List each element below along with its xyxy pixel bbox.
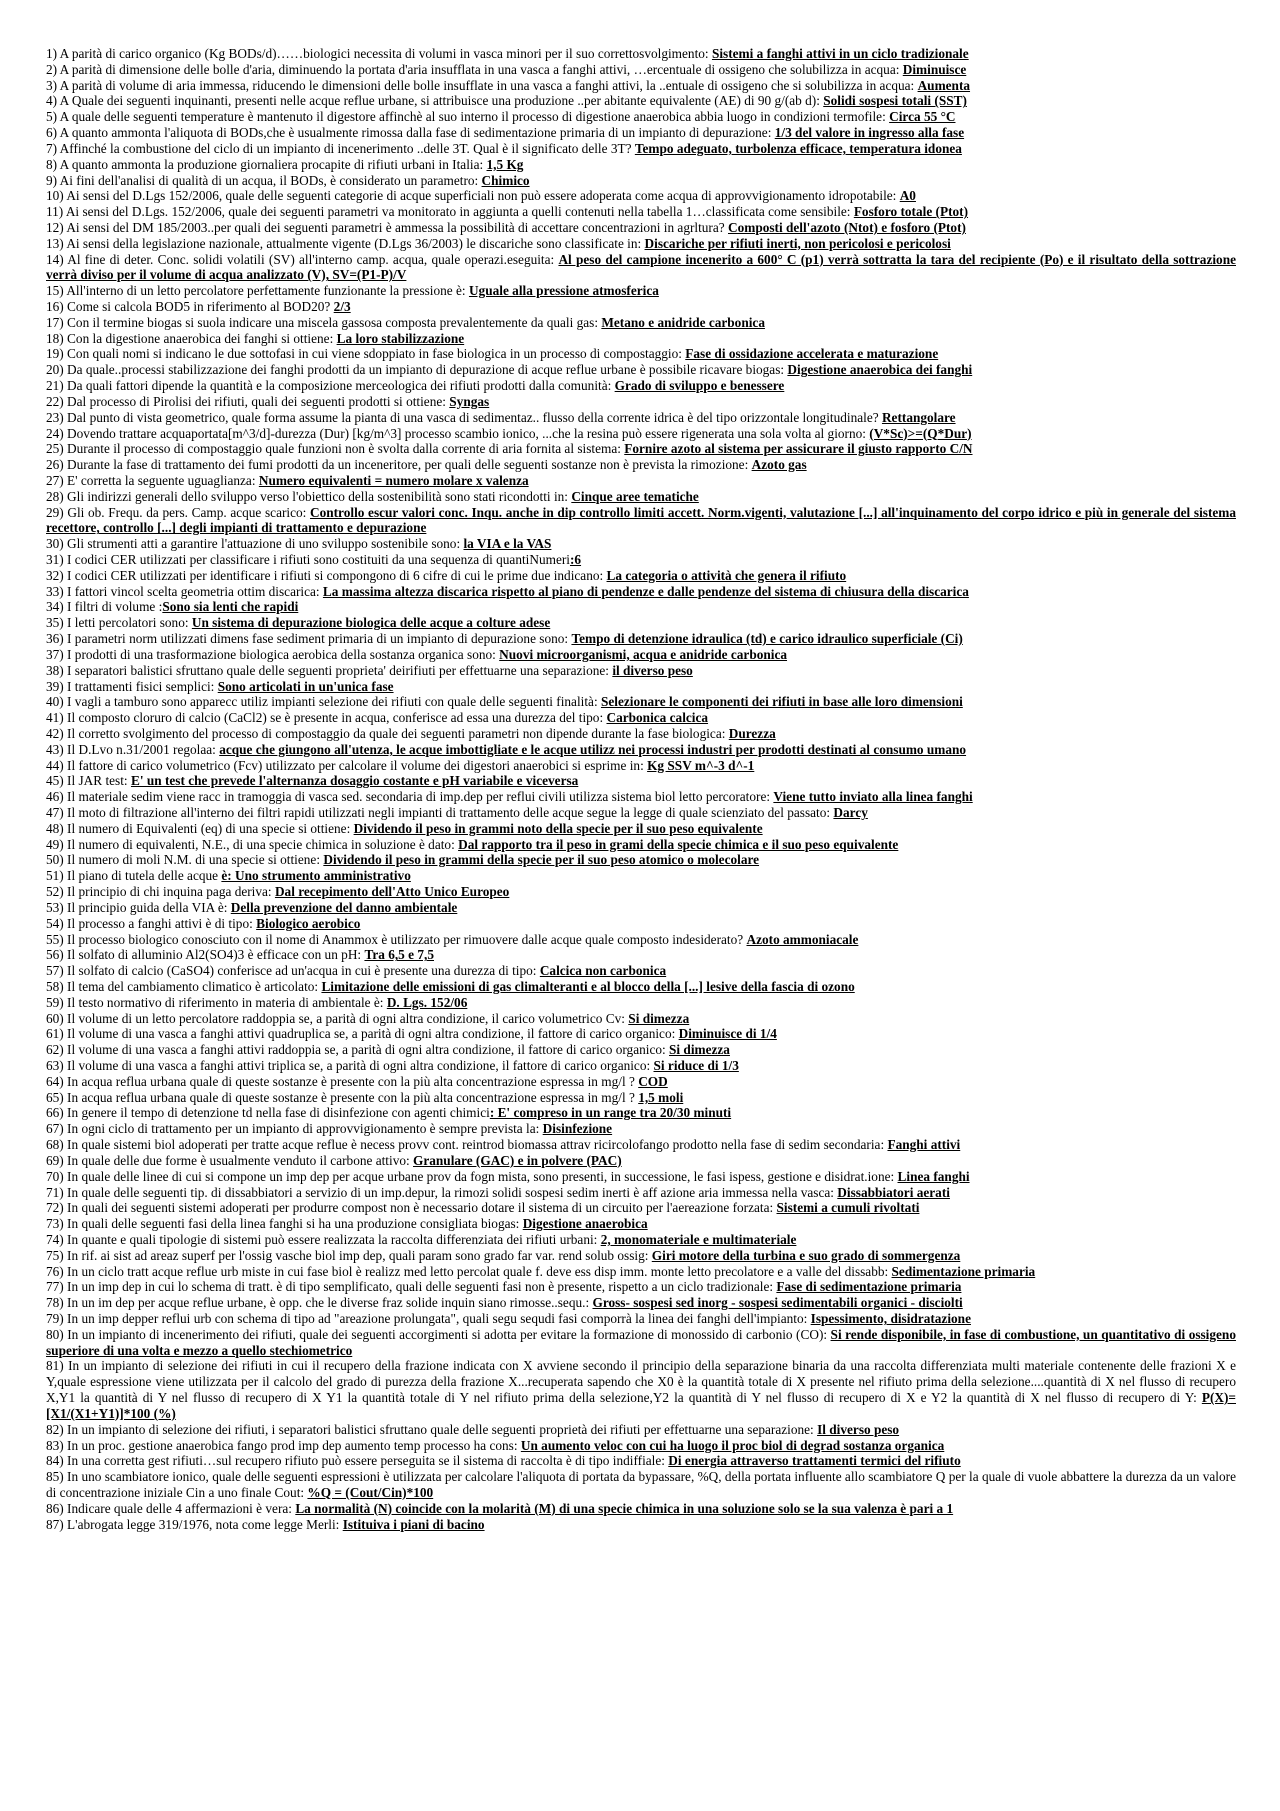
answer-text: Aumenta <box>917 77 971 93</box>
answer-text: Darcy <box>833 805 868 820</box>
question-item <box>46 1090 1236 1106</box>
question-item <box>46 1438 1236 1454</box>
question-item <box>46 758 1236 774</box>
question-text: 13) Ai sensi della legislazione nazionale, attualmente vigente (D.Lgs 36/2003) le discariche sono classificate in: <box>46 235 645 251</box>
answer-text: Azoto gas <box>751 457 807 473</box>
question-item <box>46 93 1236 109</box>
question-item <box>46 1311 1236 1327</box>
question-text: 31) I codici CER utilizzati per classificare i rifiuti sono costituiti da una sequenza di quantiNumeri <box>46 552 570 567</box>
question-item <box>46 1327 1236 1359</box>
question-text: 1) A parità di carico organico (Kg BODs/d)……biologici necessita di volumi in vasca minori per il suo correttosvolgimento: <box>46 46 712 61</box>
quiz-document <box>46 46 1236 1532</box>
answer-text: La loro stabilizzazione <box>336 330 465 346</box>
question-text: 17) Con il termine biogas si suola indicare una miscela gassosa composta prevalentemente da quali gas: <box>46 314 602 330</box>
question-item <box>46 426 1236 442</box>
question-text: 61) Il volume di una vasca a fanghi attivi quadruplica se, a parità di ogni altra condizione, il fattore di carico organico: <box>46 1026 679 1042</box>
answer-text: Fase di sedimentazione primaria <box>776 1279 962 1295</box>
question-item <box>46 1042 1236 1058</box>
question-text: 19) Con quali nomi si indicano le due sottofasi in cui viene sdoppiato in fase biologica in un processo di compostaggio: <box>46 346 686 362</box>
question-item <box>46 995 1236 1011</box>
answer-text: : E' compreso in un range tra 20/30 minuti <box>489 1105 732 1121</box>
question-text: 53) Il principio guida della VIA è: <box>46 899 231 915</box>
question-text: 34) I filtri di volume : <box>46 599 163 615</box>
answer-text: Calcica non carbonica <box>539 963 667 979</box>
question-text: 4) A Quale dei seguenti inquinanti, presenti nelle acque reflue urbane, si attribuisce una produzione ..per abitante equivalente (AE) di 90 g/(ab d): <box>46 93 824 109</box>
question-text: 43) Il D.Lvo n.31/2001 regolaa: <box>46 741 220 757</box>
question-item <box>46 1200 1236 1216</box>
answer-text: Grado di sviluppo e benessere <box>614 378 785 394</box>
question-text: 81) In un impianto di selezione dei rifiuti in cui il recupero della frazione indicata con X avviene secondo il principio della separazione binaria da una raccolta differenziata multi materiale contenente delle frazioni X e Y,quale espressione viene utilizzata per il calcolo del grado di purezza della frazione X...recuperata sapendo che X0 è la quantità totale di X presente nel rifiuto prima della selezione....quantità di X nel flusso di recupero X,Y1 la quantità di Y nel flusso di recupero di X Y1 la quantità totale di Y nel rifiuto prima della selezione,Y2 la quantità di Y nel flusso di recupero di X e Y2 la quantità di X nel flusso di recupero di Y: <box>46 1358 1236 1406</box>
answer-text: Linea fanghi <box>897 1168 970 1184</box>
question-text: 33) I fattori vincol scelta geometria ottim discarica: <box>46 583 323 599</box>
question-text: 41) Il composto cloruro di calcio (CaCl2) se è presente in acqua, conferisce ad essa una durezza del tipo: <box>46 710 607 726</box>
question-item <box>46 742 1236 758</box>
question-text: 11) Ai sensi del D.Lgs. 152/2006, quale dei seguenti parametri va monitorato in aggiunta a quelli contenuti nella tabella 1…classificata come sensibile: <box>46 204 854 220</box>
question-item <box>46 315 1236 331</box>
answer-text: Controllo escur valori conc. Inqu. anche in dip controllo limiti accett. Norm.vigenti, valutazione [...] all'inquinamento del corpo idrico e più in generale del sistema recettore, controllo [...] degli impianti di trattamento e depurazione <box>46 504 1236 536</box>
question-text: 58) Il tema del cambiamento climatico è articolato: <box>46 978 322 994</box>
answer-text: Carbonica calcica <box>606 710 709 726</box>
question-item <box>46 346 1236 362</box>
answer-text: Dissabbiatori aerati <box>837 1184 950 1200</box>
question-text: 72) In quali dei seguenti sistemi adoperati per produrre compost non è necessario dotare il sistema di un circuito per l'aereazione forzata: <box>46 1200 777 1216</box>
question-text: 69) In quale delle due forme è usualmente venduto il carbone attivo: <box>46 1152 414 1168</box>
question-item <box>46 1232 1236 1248</box>
question-text: 78) In un im dep per acque reflue urbane, è opp. che le diverse fraz solide inquin siano rimosse..sequ.: <box>46 1295 593 1311</box>
answer-text: Si dimezza <box>669 1042 730 1058</box>
question-text: 86) Indicare quale delle 4 affermazioni è vera: <box>46 1500 296 1516</box>
answer-text: Rettangolare <box>881 409 956 425</box>
question-item <box>46 1105 1236 1121</box>
answer-text: Giri motore della turbina e suo grado di sommergenza <box>651 1247 961 1263</box>
question-text: 44) Il fattore di carico volumetrico (Fcv) utilizzato per calcolare il volume dei digestori anaerobici si esprime in: <box>46 757 648 773</box>
question-text: 35) I letti percolatori sono: <box>46 615 192 631</box>
answer-text: 1,5 Kg <box>486 156 524 172</box>
question-text: 71) In quale delle seguenti tip. di dissabbiatori a servizio di un imp.depur, la rimozi solidi sospesi sedim inerti è aff azione aria immessa nella vasca: <box>46 1184 838 1200</box>
question-text: 50) Il numero di moli N.M. di una specie si ottiene: <box>46 852 324 868</box>
question-item <box>46 536 1236 552</box>
answer-text: Numero equivalenti = numero molare x valenza <box>258 472 529 488</box>
question-text: 48) Il numero di Equivalenti (eq) di una specie si ottiene: <box>46 820 354 836</box>
answer-text: Si dimezza <box>628 1010 690 1026</box>
question-text: 73) In quali delle seguenti fasi della linea fanghi si ha una produzione consigliata biogas: <box>46 1216 523 1232</box>
answer-text: Digestione anaerobica <box>522 1216 648 1232</box>
answer-text: Fanghi attivi <box>887 1137 961 1153</box>
question-item <box>46 1058 1236 1074</box>
question-item <box>46 631 1236 647</box>
question-item <box>46 773 1236 789</box>
question-item <box>46 1011 1236 1027</box>
answer-text: E' un test che prevede l'alternanza dosaggio costante e pH variabile e viceversa <box>130 773 579 789</box>
question-text: 51) Il piano di tutela delle acque <box>46 868 222 884</box>
question-item <box>46 1422 1236 1438</box>
question-item <box>46 125 1236 141</box>
question-item <box>46 362 1236 378</box>
question-item <box>46 1216 1236 1232</box>
answer-text: La massima altezza discarica rispetto al piano di pendenze e dalle pendenze del sistema di chiusura della discarica <box>322 583 969 599</box>
answer-text: Sistemi a fanghi attivi in un ciclo tradizionale <box>711 46 969 61</box>
question-text: 87) L'abrogata legge 319/1976, nota come legge Merli: <box>46 1516 343 1532</box>
answer-text: Azoto ammoniacale <box>746 931 859 947</box>
question-text: 6) A quanto ammonta l'aliquota di BODs,che è usualmente rimossa dalla fase di sedimentazione primaria di un impianto di depurazione: <box>46 125 775 141</box>
question-text: 80) In un impianto di incenerimento dei rifiuti, quale dei seguenti accorgimenti si adotta per evitare la formazione di monossido di carbonio (CO): <box>46 1326 831 1342</box>
answer-text: Nuovi microorganismi, acqua e anidride carbonica <box>499 646 788 662</box>
answer-text: Metano e anidride carbonica <box>601 314 765 330</box>
question-item <box>46 552 1236 568</box>
question-text: 29) Gli ob. Frequ. da pers. Camp. acque scarico: <box>46 504 310 520</box>
question-item <box>46 837 1236 853</box>
question-text: 83) In un proc. gestione anaerobica fango prod imp dep aumento temp processo ha cons: <box>46 1437 521 1453</box>
question-text: 45) Il JAR test: <box>46 773 131 789</box>
question-item <box>46 805 1236 821</box>
question-text: 47) Il moto di filtrazione all'interno dei filtri rapidi utilizzati negli impianti di trattamento delle acque segue la legge di quale scienziato del passato: <box>46 805 834 820</box>
question-item <box>46 236 1236 252</box>
answer-text: Dividendo il peso in grammi noto della specie per il suo peso equivalente <box>353 820 763 836</box>
question-item <box>46 900 1236 916</box>
answer-text: Fase di ossidazione accelerata e maturazione <box>685 346 939 362</box>
question-text: 10) Ai sensi del D.Lgs 152/2006, quale delle seguenti categorie di acque superficiali non può essere adoperata come acqua di approvvigionamento idropotabile: <box>46 188 900 204</box>
answer-text: %Q = (Cout/Cin)*100 <box>307 1484 434 1500</box>
question-item <box>46 1453 1236 1469</box>
question-text: 67) In ogni ciclo di trattamento per un impianto di approvvigionamento è sempre prevista la: <box>46 1121 543 1137</box>
question-text: 9) Ai fini dell'analisi di qualità di un acqua, il BODs, è considerato un parametro: <box>46 172 482 188</box>
question-text: 36) I parametri norm utilizzati dimens fase sediment primaria di un impianto di depurazione sono: <box>46 631 572 647</box>
question-item <box>46 331 1236 347</box>
question-text: 77) In un imp dep in cui lo schema di tratt. è di tipo semplificato, quali delle seguenti fasi non è presente, rispetto a un ciclo tradizionale: <box>46 1279 777 1295</box>
question-text: 24) Dovendo trattare acquaportata[m^3/d]-durezza (Dur) [kg/m^3] processo scambio ionico, ...che la resina può essere rigenerata una sola volta al giorno: <box>46 425 870 441</box>
answer-text: 1,5 moli <box>638 1089 684 1105</box>
question-item <box>46 188 1236 204</box>
answer-text: Il diverso peso <box>817 1421 900 1437</box>
answer-text: Viene tutto inviato alla linea fanghi <box>773 789 973 805</box>
question-item <box>46 1358 1236 1421</box>
answer-text: Diminuisce di 1/4 <box>678 1026 777 1042</box>
answer-text: Dal recepimento dell'Atto Unico Europeo <box>274 884 510 900</box>
question-item <box>46 868 1236 884</box>
question-text: 56) Il solfato di alluminio Al2(SO4)3 è efficace con un pH: <box>46 947 365 963</box>
answer-text: Cinque aree tematiche <box>571 488 699 504</box>
question-item <box>46 173 1236 189</box>
answer-text: Solidi sospesi totali (SST) <box>823 93 967 109</box>
question-item <box>46 283 1236 299</box>
answer-text: Dividendo il peso in grammi della specie per il suo peso atomico o molecolare <box>323 852 760 868</box>
answer-text: Sedimentazione primaria <box>891 1263 1036 1279</box>
answer-text: P(X)= [X1/(X1+Y1)]*100 (%) <box>46 1390 1236 1421</box>
question-text: 28) Gli indirizzi generali dello sviluppo verso l'obiettico della sostenibilità sono stati ricondotti in: <box>46 488 572 504</box>
question-text: 22) Dal processo di Pirolisi dei rifiuti, quali dei seguenti prodotti si ottiene: <box>46 393 450 409</box>
question-text: 2) A parità di dimensione delle bolle d'aria, diminuendo la portata d'aria insufflata in una vasca a fanghi attivi, …ercentuale di ossigeno che solubilizza in acqua: <box>46 61 903 77</box>
question-text: 64) In acqua reflua urbana quale di queste sostanze è presente con la più alta concentrazione espressa in mg/l ? <box>46 1073 639 1089</box>
question-text: 62) Il volume di una vasca a fanghi attivi raddoppia se, a parità di ogni altra condizione, il fattore di carico organico: <box>46 1042 670 1058</box>
answer-text: Si riduce di 1/3 <box>653 1058 739 1073</box>
question-item <box>46 1185 1236 1201</box>
question-item <box>46 852 1236 868</box>
question-text: 52) Il principio di chi inquina paga deriva: <box>46 884 275 900</box>
answer-text: D. Lgs. 152/06 <box>386 994 468 1010</box>
question-text: 7) Affinché la combustione del ciclo di un impianto di incenerimento ..delle 3T. Qual è il significato delle 3T? <box>46 140 635 156</box>
question-item <box>46 1026 1236 1042</box>
question-text: 68) In quale sistemi biol adoperati per tratte acque reflue è necess provv cont. reintrod biomassa attrav ricircolofango prodotto nella fase di sedim secondaria: <box>46 1137 888 1153</box>
question-item <box>46 1137 1236 1153</box>
answer-text: Selezionare le componenti dei rifiuti in base alle loro dimensioni <box>600 694 963 710</box>
question-item <box>46 568 1236 584</box>
question-text: 57) Il solfato di calcio (CaSO4) conferisce ad un'acqua in cui è presente una durezza di tipo: <box>46 963 540 979</box>
question-text: 55) Il processo biologico conosciuto con il nome di Anammox è utilizzato per rimuovere dalle acque quale composto indesiderato? <box>46 931 747 947</box>
answer-text: 2, monomateriale e multimateriale <box>600 1231 797 1247</box>
answer-text: Biologico aerobico <box>256 915 361 931</box>
question-item <box>46 884 1236 900</box>
question-text: 46) Il materiale sedim viene racc in tramoggia di vasca sed. secondaria di imp.dep per reflui civili utilizza sistema biol letto percoratore: <box>46 789 774 805</box>
question-text: 37) I prodotti di una trasformazione biologica aerobica della sostanza organica sono: <box>46 646 500 662</box>
question-item <box>46 726 1236 742</box>
question-text: 42) Il corretto svolgimento del processo di compostaggio da quale dei seguenti parametri non dipende durante la fase biologica: <box>46 725 729 741</box>
question-item <box>46 916 1236 932</box>
answer-text: La categoria o attività che genera il rifiuto <box>606 567 847 583</box>
question-item <box>46 1248 1236 1264</box>
question-text: 74) In quante e quali tipologie di sistemi può essere realizzata la raccolta differenziata dei rifiuti urbani: <box>46 1231 601 1247</box>
question-text: 21) Da quali fattori dipende la quantità e la composizione merceologica dei rifiuti prodotti dalla comunità: <box>46 378 615 394</box>
answer-text: :6 <box>569 552 582 567</box>
answer-text: Syngas <box>449 393 490 409</box>
answer-text: Sono articolati in un'unica fase <box>217 678 394 694</box>
question-item <box>46 615 1236 631</box>
question-item <box>46 1517 1236 1533</box>
answer-text: acque che giungono all'utenza, le acque imbottigliate e le acque utilizz nei processi industri per prodotti destinati al consumo umano <box>219 741 967 757</box>
question-item <box>46 599 1236 615</box>
answer-text: (V*Sc)>=(Q*Dur) <box>869 425 972 441</box>
question-text: 16) Come si calcola BOD5 in riferimento al BOD20? <box>46 299 334 314</box>
answer-text: Disinfezione <box>542 1121 613 1137</box>
question-text: 82) In un impianto di selezione dei rifiuti, i separatori balistici sfruttano quale delle seguenti proprietà dei rifiuti per effettuarne una separazione: <box>46 1421 818 1437</box>
question-text: 59) Il testo normativo di riferimento in materia di ambientale è: <box>46 994 387 1010</box>
question-item <box>46 1074 1236 1090</box>
question-item <box>46 1279 1236 1295</box>
answer-text: 2/3 <box>333 299 351 314</box>
question-item <box>46 1501 1236 1517</box>
question-item <box>46 141 1236 157</box>
question-text: 27) E' corretta la seguente uguaglianza: <box>46 472 259 488</box>
question-item <box>46 1121 1236 1137</box>
answer-text: la VIA e la VAS <box>463 536 552 552</box>
question-text: 18) Con la digestione anaerobica dei fanghi si ottiene: <box>46 330 337 346</box>
answer-text: Istituiva i piani di bacino <box>342 1516 485 1532</box>
question-item <box>46 979 1236 995</box>
question-item <box>46 694 1236 710</box>
question-text: 40) I vagli a tamburo sono apparecc utiliz impianti selezione dei rifiuti con quale delle seguenti finalità: <box>46 694 601 710</box>
answer-text: Fornire azoto al sistema per assicurare il giusto rapporto C/N <box>624 441 973 457</box>
question-text: 65) In acqua reflua urbana quale di queste sostanze è presente con la più alta concentrazione espressa in mg/l ? <box>46 1089 639 1105</box>
question-text: 85) In uno scambiatore ionico, quale delle seguenti espressioni è utilizzata per calcolare l'aliquota di portata da bypassare, %Q, della portata influente allo scambiatore Q per la quale di vuole abbattere la durezza da un valore di concentrazione iniziale Cin a uno finale Cout: <box>46 1469 1236 1500</box>
question-item <box>46 1295 1236 1311</box>
question-text: 79) In un imp depper reflui urb con schema di tipo ad "areazione prolungata", quali segu sequdi fasi comporrà la linea dei fanghi dell'impianto: <box>46 1311 811 1326</box>
question-item <box>46 647 1236 663</box>
answer-text: Ispessimento, disidratazione <box>810 1311 971 1326</box>
answer-text: Circa 55 °C <box>889 109 956 125</box>
answer-text: Fosforo totale (Ptot) <box>853 204 969 220</box>
question-text: 14) Al fine di deter. Conc. solidi volatili (SV) all'interno camp. acqua, quale operazi.eseguita: <box>46 251 559 267</box>
answer-text: La normalità (N) coincide con la molarità (M) di una specie chimica in una soluzione solo se la sua valenza è pari a 1 <box>295 1500 954 1516</box>
answer-text: Digestione anaerobica dei fanghi <box>787 362 973 378</box>
answer-text: Di energia attraverso trattamenti termici del rifiuto <box>668 1453 961 1469</box>
question-item <box>46 1264 1236 1280</box>
question-item <box>46 963 1236 979</box>
question-text: 25) Durante il processo di compostaggio quale funzioni non è svolta dalla corrente di aria fornita al sistema: <box>46 441 625 457</box>
question-item <box>46 204 1236 220</box>
answer-text: Un sistema di depurazione biologica delle acque a colture adese <box>191 615 551 631</box>
question-text: 84) In una corretta gest rifiuti…sul recupero rifiuto può essere perseguita se il sistema di raccolta è di tipo indiffiale: <box>46 1453 669 1469</box>
question-item <box>46 220 1236 236</box>
answer-text: Diminuisce <box>902 61 967 77</box>
question-text: 5) A quale delle seguenti temperature è mantenuto il digestore affinchè al suo interno il processo di digestione anaerobica abbia luogo in condizioni termofile: <box>46 109 890 125</box>
question-item <box>46 1169 1236 1185</box>
question-text: 12) Ai sensi del DM 185/2003..per quali dei seguenti parametri è ammessa la possibilità di accettare concentrazioni in agrltura? <box>46 219 728 235</box>
question-text: 66) In genere il tempo di detenzione td nella fase di disinfezione con agenti chimici <box>46 1105 490 1121</box>
answer-text: Al peso del campione incenerito a 600° C (p1) verrà sottratta la tara del recipiente (Po) e il risultato della sottrazione verrà diviso per il volume di acqua analizzato (V), SV=(P1-P)/V <box>46 251 1236 283</box>
question-item <box>46 457 1236 473</box>
question-text: 23) Dal punto di vista geometrico, quale forma assume la pianta di una vasca di sedimentaz.. flusso della corrente idrica è del tipo orizzontale longitudinale? <box>46 409 882 425</box>
question-item <box>46 505 1236 537</box>
answer-text: COD <box>638 1073 668 1089</box>
question-item <box>46 789 1236 805</box>
question-item <box>46 821 1236 837</box>
answer-text: Si rende disponibile, in fase di combustione, un quantitativo di ossigeno superiore di una volta e mezzo a quello stechiometrico <box>46 1326 1236 1358</box>
question-item <box>46 394 1236 410</box>
question-text: 54) Il processo a fanghi attivi è di tipo: <box>46 915 257 931</box>
answer-text: Gross- sospesi sed inorg - sospesi sedimentabili organici - disciolti <box>592 1295 963 1311</box>
question-text: 20) Da quale..processi stabilizzazione dei fanghi prodotti da un impianto di depurazione di acque reflue urbane è possibile ricavare biogas: <box>46 362 788 378</box>
answer-text: Dal rapporto tra il peso in grami della specie chimica e il suo peso equivalente <box>458 836 899 852</box>
question-text: 30) Gli strumenti atti a garantire l'attuazione di uno sviluppo sostenibile sono: <box>46 536 464 552</box>
answer-text: Chimico <box>481 172 530 188</box>
answer-text: Durezza <box>728 725 776 741</box>
question-item <box>46 679 1236 695</box>
answer-text: Granulare (GAC) e in polvere (PAC) <box>413 1152 622 1168</box>
answer-text: Kg SSV m^-3 d^-1 <box>647 757 755 773</box>
question-text: 32) I codici CER utilizzati per identificare i rifiuti si compongono di 6 cifre di cui le prime due indicano: <box>46 567 607 583</box>
question-text: 75) In rif. ai sist ad areaz superf per l'ossig vasche biol imp dep, quali param sono grado far var. rend solub ossig: <box>46 1247 652 1263</box>
answer-text: Tra 6,5 e 7,5 <box>364 947 434 963</box>
question-text: 15) All'interno di un letto percolatore perfettamente funzionante la pressione è: <box>46 283 469 299</box>
answer-text: il diverso peso <box>612 662 693 678</box>
question-item <box>46 410 1236 426</box>
question-text: 39) I trattamenti fisici semplici: <box>46 678 218 694</box>
question-item <box>46 710 1236 726</box>
answer-text: Un aumento veloc con cui ha luogo il proc biol di degrad sostanza organica <box>520 1437 945 1453</box>
answer-text: è: Uno strumento amministrativo <box>221 868 411 884</box>
answer-text: Composti dell'azoto (Ntot) e fosforo (Ptot) <box>728 219 966 235</box>
answer-text: Discariche per rifiuti inerti, non pericolosi e pericolosi <box>644 235 951 251</box>
question-item <box>46 109 1236 125</box>
question-text: 63) Il volume di una vasca a fanghi attivi triplica se, a parità di ogni altra condizione, il fattore di carico organico: <box>46 1058 654 1073</box>
answer-text: Tempo di detenzione idraulica (td) e carico idraulico superficiale (Ci) <box>571 631 963 647</box>
question-item <box>46 663 1236 679</box>
answer-text: Della prevenzione del danno ambientale <box>230 899 458 915</box>
answer-text: Sono sia lenti che rapidi <box>162 599 299 615</box>
question-text: 76) In un ciclo tratt acque reflue urb miste in cui fase biol è realizz med letto percolat quale f. deve ess disp imm. monte letto precolatore e a valle del dissabb: <box>46 1263 892 1279</box>
question-item <box>46 252 1236 284</box>
question-item <box>46 947 1236 963</box>
answer-text: Tempo adeguato, turbolenza efficace, temperatura idonea <box>634 140 962 156</box>
question-item <box>46 473 1236 489</box>
question-text: 3) A parità di volume di aria immessa, riducendo le dimensioni delle bolle insufflate in una vasca a fanghi attivi, la ..entuale di ossigeno che si solubilizza in acqua: <box>46 77 918 93</box>
question-item <box>46 62 1236 78</box>
answer-text: Uguale alla pressione atmosferica <box>468 283 659 299</box>
question-text: 8) A quanto ammonta la produzione giornaliera procapite di rifiuti urbani in Italia: <box>46 156 487 172</box>
answer-text: 1/3 del valore in ingresso alla fase <box>774 125 965 141</box>
question-item <box>46 157 1236 173</box>
question-item <box>46 932 1236 948</box>
question-item <box>46 378 1236 394</box>
question-text: 38) I separatori balistici sfruttano quale delle seguenti proprieta' deirifiuti per effettuarne una separazione: <box>46 662 613 678</box>
answer-text: Sistemi a cumuli rivoltati <box>776 1200 920 1216</box>
question-item <box>46 46 1236 62</box>
question-item <box>46 441 1236 457</box>
question-item <box>46 1153 1236 1169</box>
question-item <box>46 78 1236 94</box>
answer-text: A0 <box>899 188 916 204</box>
question-text: 49) Il numero di equivalenti, N.E., di una specie chimica in soluzione è dato: <box>46 836 459 852</box>
answer-text: Limitazione delle emissioni di gas climalteranti e al blocco della [...] lesive della fascia di ozono <box>321 978 855 994</box>
question-text: 70) In quale delle linee di cui si compone un imp dep per acque urbane prov da fogn mista, sono presenti, in successione, le fasi ispess, gestione e disidrat.ione: <box>46 1168 898 1184</box>
question-item <box>46 299 1236 315</box>
question-item <box>46 1469 1236 1501</box>
question-text: 26) Durante la fase di trattamento dei fumi prodotti da un inceneritore, per quali delle seguenti sostanze non è prevista la rimozione: <box>46 457 752 473</box>
question-item <box>46 489 1236 505</box>
question-text: 60) Il volume di un letto percolatore raddoppia se, a parità di ogni altra condizione, il carico volumetrico Cv: <box>46 1010 629 1026</box>
question-item <box>46 584 1236 600</box>
